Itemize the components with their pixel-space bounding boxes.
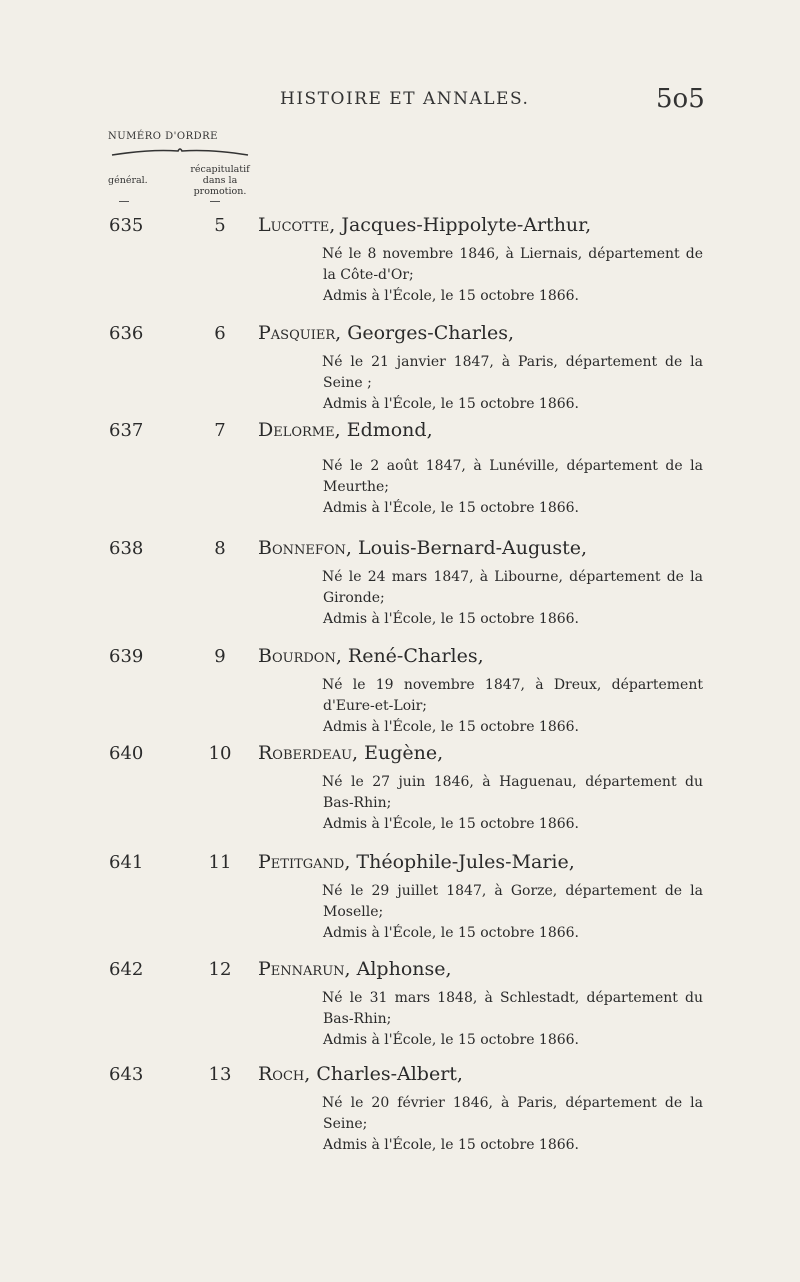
given-names: Alphonse, (350, 958, 452, 980)
general-number: 642 (109, 959, 144, 980)
page-number: 5o5 (656, 84, 705, 114)
birth-info: Né le 20 février 1846, à Paris, département de la Seine; (322, 1095, 703, 1132)
admission-info: Admis à l'École, le 15 octobre 1866. (323, 719, 580, 735)
general-number: 639 (109, 646, 144, 667)
birth-info: Né le 2 août 1847, à Lunéville, département de la Meurthe; (322, 458, 703, 495)
person-name (258, 645, 484, 667)
general-number: 641 (109, 852, 144, 873)
general-number: 637 (109, 420, 144, 441)
recap-line-1: récapitulatif (190, 164, 250, 175)
birth-info: Né le 19 novembre 1847, à Dreux, département d'Eure-et-Loir; (322, 677, 703, 714)
birth-info: Né le 31 mars 1848, à Schlestadt, département du Bas-Rhin; (322, 990, 703, 1027)
recap-line-3: promotion. (193, 186, 247, 197)
recap-number: 10 (208, 743, 232, 764)
person-name (258, 419, 433, 441)
surname: Petitgand, (258, 851, 351, 873)
person-name (258, 214, 591, 236)
given-names: Louis-Bernard-Auguste, (351, 537, 588, 559)
recap-number: 9 (214, 646, 226, 667)
person-name (258, 1063, 463, 1085)
person-name (258, 537, 587, 559)
entry-details (323, 772, 703, 835)
given-names: Jacques-Hippolyte-Arthur, (335, 214, 592, 236)
surname: Delorme, (258, 419, 341, 441)
admission-info: Admis à l'École, le 15 octobre 1866. (323, 1032, 580, 1048)
recap-number: 6 (214, 323, 226, 344)
recap-number: 13 (208, 1064, 232, 1085)
birth-info: Né le 8 novembre 1846, à Liernais, département de la Côte-d'Or; (322, 246, 703, 283)
column-header-title: NUMÉRO D'ORDRE (108, 131, 218, 142)
person-name (258, 958, 452, 980)
admission-info: Admis à l'École, le 15 octobre 1866. (323, 500, 580, 516)
general-number: 636 (109, 323, 144, 344)
entry-details (323, 456, 703, 519)
column-header-recap (184, 164, 256, 197)
surname: Pennarun, (258, 958, 351, 980)
entry-details (323, 352, 703, 415)
birth-info: Né le 29 juillet 1847, à Gorze, département de la Moselle; (322, 883, 703, 920)
birth-info: Né le 27 juin 1846, à Haguenau, département du Bas-Rhin; (322, 774, 703, 811)
entry-details (323, 244, 703, 307)
birth-info: Né le 24 mars 1847, à Libourne, département de la Gironde; (322, 569, 703, 606)
person-name (258, 851, 575, 873)
recap-line-2: dans la (202, 175, 238, 186)
given-names: Charles-Albert, (310, 1063, 463, 1085)
entry-details (323, 1093, 703, 1156)
entry-details (323, 881, 703, 944)
entry-details (323, 988, 703, 1051)
given-names: Théophile-Jules-Marie, (350, 851, 575, 873)
surname: Lucotte, (258, 214, 336, 236)
recap-number: 8 (214, 538, 226, 559)
admission-info: Admis à l'École, le 15 octobre 1866. (323, 611, 580, 627)
admission-info: Admis à l'École, le 15 octobre 1866. (323, 816, 580, 832)
surname: Bourdon, (258, 645, 342, 667)
general-number: 643 (109, 1064, 144, 1085)
admission-info: Admis à l'École, le 15 octobre 1866. (323, 288, 580, 304)
entry-details (323, 675, 703, 738)
entry-details (323, 567, 703, 630)
recap-number: 11 (208, 852, 232, 873)
given-names: Eugène, (358, 742, 444, 764)
person-name (258, 742, 443, 764)
running-title: HISTOIRE ET ANNALES. (280, 89, 530, 109)
recap-number: 5 (214, 215, 226, 236)
general-number: 640 (109, 743, 144, 764)
column-brace (110, 145, 250, 157)
admission-info: Admis à l'École, le 15 octobre 1866. (323, 925, 580, 941)
surname: Roch, (258, 1063, 311, 1085)
recap-number: 12 (208, 959, 232, 980)
birth-info: Né le 21 janvier 1847, à Paris, département de la Seine ; (322, 354, 703, 391)
surname: Pasquier, (258, 322, 342, 344)
surname: Roberdeau, (258, 742, 359, 764)
given-names: Georges-Charles, (341, 322, 515, 344)
given-names: René-Charles, (341, 645, 484, 667)
admission-info: Admis à l'École, le 15 octobre 1866. (323, 1137, 580, 1153)
surname: Bonnefon, (258, 537, 352, 559)
general-number: 635 (109, 215, 144, 236)
column-dash-recap (210, 201, 220, 202)
column-header-general: général. (108, 175, 148, 186)
admission-info: Admis à l'École, le 15 octobre 1866. (323, 396, 580, 412)
general-number: 638 (109, 538, 144, 559)
column-dash-general (119, 201, 129, 202)
recap-number: 7 (214, 420, 226, 441)
given-names: Edmond, (340, 419, 433, 441)
person-name (258, 322, 514, 344)
